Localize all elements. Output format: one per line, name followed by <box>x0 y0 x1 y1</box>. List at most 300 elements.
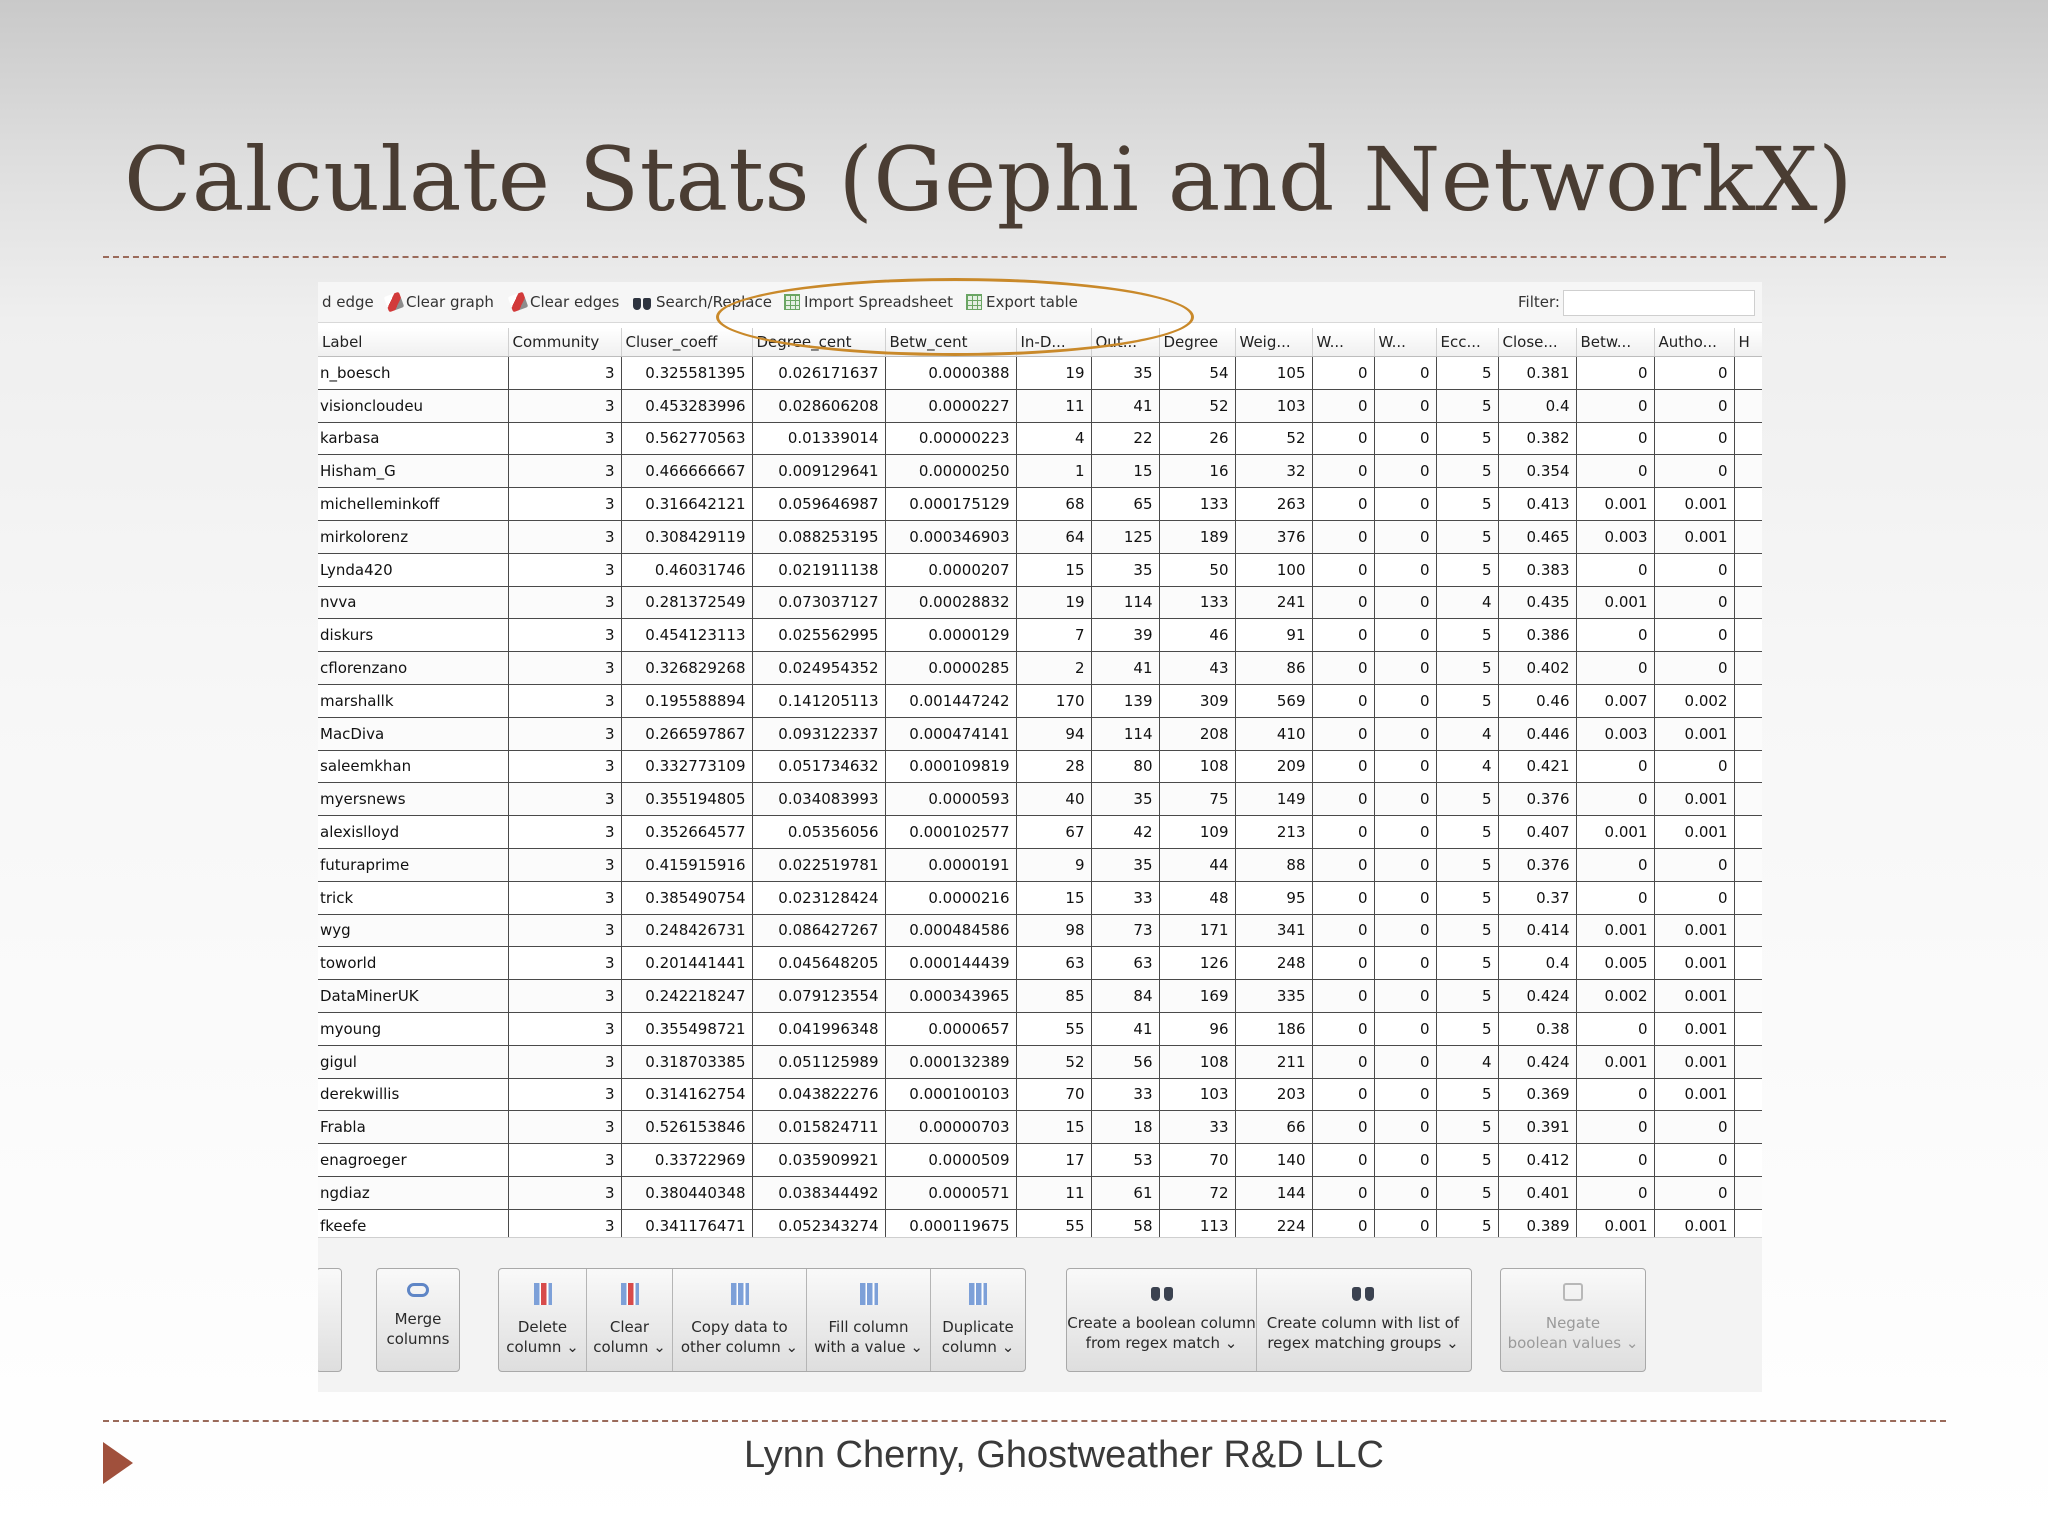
table-cell[interactable]: 0 <box>1374 980 1436 1013</box>
table-cell[interactable]: 0 <box>1312 1111 1374 1144</box>
table-cell[interactable]: 0 <box>1374 1078 1436 1111</box>
table-cell[interactable]: 0 <box>1312 553 1374 586</box>
node-label-cell[interactable]: karbasa <box>318 422 508 455</box>
table-cell[interactable]: 0.001 <box>1654 914 1734 947</box>
table-cell[interactable]: 64 <box>1016 520 1091 553</box>
table-cell[interactable]: 61 <box>1091 1176 1159 1209</box>
table-cell[interactable]: 0.001 <box>1654 520 1734 553</box>
table-cell[interactable] <box>1734 586 1762 619</box>
column-header[interactable]: W... <box>1312 328 1374 357</box>
table-cell[interactable]: 0 <box>1374 848 1436 881</box>
node-label-cell[interactable]: ngdiaz <box>318 1176 508 1209</box>
table-cell[interactable]: 0.0000227 <box>885 389 1016 422</box>
table-cell[interactable]: 39 <box>1091 619 1159 652</box>
table-row[interactable] <box>318 881 1762 914</box>
table-cell[interactable]: 33 <box>1091 1078 1159 1111</box>
table-cell[interactable]: 5 <box>1436 389 1498 422</box>
table-cell[interactable]: 341 <box>1235 914 1312 947</box>
table-cell[interactable]: 55 <box>1016 1209 1091 1242</box>
table-cell[interactable]: 95 <box>1235 881 1312 914</box>
table-cell[interactable]: 0.0000207 <box>885 553 1016 586</box>
column-header[interactable]: In-D... <box>1016 328 1091 357</box>
node-label-cell[interactable]: cflorenzano <box>318 652 508 685</box>
table-cell[interactable]: 0.391 <box>1498 1111 1576 1144</box>
table-cell[interactable]: 144 <box>1235 1176 1312 1209</box>
table-cell[interactable]: 0 <box>1374 455 1436 488</box>
table-cell[interactable]: 410 <box>1235 717 1312 750</box>
table-cell[interactable]: 0 <box>1654 586 1734 619</box>
table-cell[interactable]: 54 <box>1159 357 1235 390</box>
table-cell[interactable]: 0 <box>1312 717 1374 750</box>
table-cell[interactable]: 0 <box>1374 816 1436 849</box>
table-cell[interactable]: 0.001 <box>1654 1012 1734 1045</box>
table-cell[interactable]: 0 <box>1312 1045 1374 1078</box>
table-cell[interactable]: 33 <box>1159 1111 1235 1144</box>
table-cell[interactable]: 5 <box>1436 1012 1498 1045</box>
table-cell[interactable]: 0.05356056 <box>752 816 885 849</box>
table-cell[interactable]: 0.37 <box>1498 881 1576 914</box>
table-cell[interactable]: 0.001 <box>1654 1209 1734 1242</box>
table-cell[interactable]: 0.002 <box>1576 980 1654 1013</box>
table-cell[interactable]: 171 <box>1159 914 1235 947</box>
table-cell[interactable]: 126 <box>1159 947 1235 980</box>
table-cell[interactable]: 0.325581395 <box>621 357 752 390</box>
table-cell[interactable]: 0.001 <box>1654 816 1734 849</box>
node-label-cell[interactable]: fkeefe <box>318 1209 508 1242</box>
table-cell[interactable]: 43 <box>1159 652 1235 685</box>
table-cell[interactable]: 0.001 <box>1654 980 1734 1013</box>
node-label-cell[interactable]: alexislloyd <box>318 816 508 849</box>
table-cell[interactable]: 0 <box>1374 652 1436 685</box>
column-header[interactable]: Close... <box>1498 328 1576 357</box>
table-cell[interactable]: 0 <box>1576 783 1654 816</box>
table-cell[interactable]: 213 <box>1235 816 1312 849</box>
table-cell[interactable]: 75 <box>1159 783 1235 816</box>
clear-graph-button[interactable] <box>386 291 494 313</box>
table-cell[interactable]: 0.46 <box>1498 684 1576 717</box>
table-cell[interactable]: 0.022519781 <box>752 848 885 881</box>
node-label-cell[interactable]: MacDiva <box>318 717 508 750</box>
table-cell[interactable]: 0.33722969 <box>621 1144 752 1177</box>
merge-columns-button[interactable] <box>377 1269 459 1371</box>
search-replace-button[interactable] <box>632 291 772 313</box>
table-cell[interactable]: 0.00000250 <box>885 455 1016 488</box>
table-cell[interactable]: 0 <box>1576 553 1654 586</box>
table-cell[interactable]: 0.000102577 <box>885 816 1016 849</box>
table-cell[interactable]: 85 <box>1016 980 1091 1013</box>
table-cell[interactable]: 0 <box>1654 455 1734 488</box>
node-label-cell[interactable]: myoung <box>318 1012 508 1045</box>
add-edge-button[interactable] <box>322 291 374 313</box>
table-cell[interactable]: 189 <box>1159 520 1235 553</box>
table-cell[interactable]: 32 <box>1235 455 1312 488</box>
table-cell[interactable] <box>1734 750 1762 783</box>
table-cell[interactable]: 52 <box>1016 1045 1091 1078</box>
table-row[interactable] <box>318 750 1762 783</box>
table-cell[interactable]: 211 <box>1235 1045 1312 1078</box>
table-cell[interactable]: 0.052343274 <box>752 1209 885 1242</box>
table-cell[interactable]: 5 <box>1436 357 1498 390</box>
table-cell[interactable]: 0 <box>1374 422 1436 455</box>
table-cell[interactable]: 0.003 <box>1576 520 1654 553</box>
table-cell[interactable] <box>1734 1012 1762 1045</box>
table-cell[interactable]: 0.424 <box>1498 980 1576 1013</box>
table-cell[interactable]: 0.421 <box>1498 750 1576 783</box>
table-cell[interactable]: 15 <box>1016 553 1091 586</box>
table-cell[interactable]: 0.001 <box>1654 783 1734 816</box>
table-cell[interactable]: 170 <box>1016 684 1091 717</box>
table-cell[interactable]: 0.526153846 <box>621 1111 752 1144</box>
table-cell[interactable]: 2 <box>1016 652 1091 685</box>
table-cell[interactable]: 3 <box>508 1078 621 1111</box>
table-cell[interactable]: 35 <box>1091 357 1159 390</box>
table-cell[interactable]: 0 <box>1576 619 1654 652</box>
table-cell[interactable]: 80 <box>1091 750 1159 783</box>
table-cell[interactable]: 94 <box>1016 717 1091 750</box>
table-cell[interactable]: 18 <box>1091 1111 1159 1144</box>
table-cell[interactable]: 56 <box>1091 1045 1159 1078</box>
table-cell[interactable]: 100 <box>1235 553 1312 586</box>
table-cell[interactable]: 72 <box>1159 1176 1235 1209</box>
table-cell[interactable]: 19 <box>1016 586 1091 619</box>
table-cell[interactable]: 0 <box>1312 816 1374 849</box>
table-cell[interactable]: 5 <box>1436 619 1498 652</box>
table-cell[interactable]: 0.051125989 <box>752 1045 885 1078</box>
node-label-cell[interactable]: wyg <box>318 914 508 947</box>
table-cell[interactable]: 0 <box>1374 750 1436 783</box>
table-cell[interactable]: 3 <box>508 389 621 422</box>
table-cell[interactable]: 0.402 <box>1498 652 1576 685</box>
table-cell[interactable] <box>1734 881 1762 914</box>
table-cell[interactable] <box>1734 816 1762 849</box>
node-label-cell[interactable]: trick <box>318 881 508 914</box>
node-label-cell[interactable]: DataMinerUK <box>318 980 508 1013</box>
table-cell[interactable]: 0.001447242 <box>885 684 1016 717</box>
table-cell[interactable]: 0.000484586 <box>885 914 1016 947</box>
table-cell[interactable]: 0 <box>1312 586 1374 619</box>
table-cell[interactable]: 0.028606208 <box>752 389 885 422</box>
table-cell[interactable]: 203 <box>1235 1078 1312 1111</box>
table-cell[interactable]: 0.000132389 <box>885 1045 1016 1078</box>
copy-data-button[interactable] <box>673 1269 807 1371</box>
table-cell[interactable]: 0 <box>1374 357 1436 390</box>
table-row[interactable] <box>318 1078 1762 1111</box>
table-cell[interactable]: 0 <box>1576 1078 1654 1111</box>
table-row[interactable] <box>318 816 1762 849</box>
table-cell[interactable]: 0.001 <box>1654 1078 1734 1111</box>
table-cell[interactable]: 125 <box>1091 520 1159 553</box>
table-cell[interactable]: 105 <box>1235 357 1312 390</box>
table-cell[interactable]: 0 <box>1654 750 1734 783</box>
table-cell[interactable] <box>1734 947 1762 980</box>
table-cell[interactable]: 0.001 <box>1576 1045 1654 1078</box>
table-cell[interactable]: 35 <box>1091 848 1159 881</box>
table-cell[interactable]: 0.407 <box>1498 816 1576 849</box>
table-cell[interactable]: 0.001 <box>1576 816 1654 849</box>
import-spreadsheet-button[interactable] <box>784 291 953 313</box>
column-header[interactable]: Weig... <box>1235 328 1312 357</box>
table-row[interactable] <box>318 1111 1762 1144</box>
table-cell[interactable]: 55 <box>1016 1012 1091 1045</box>
table-cell[interactable]: 3 <box>508 816 621 849</box>
table-cell[interactable]: 0.001 <box>1576 1209 1654 1242</box>
table-cell[interactable]: 3 <box>508 1209 621 1242</box>
table-cell[interactable]: 0.562770563 <box>621 422 752 455</box>
table-cell[interactable] <box>1734 455 1762 488</box>
table-cell[interactable]: 5 <box>1436 783 1498 816</box>
table-cell[interactable]: 0.000175129 <box>885 488 1016 521</box>
table-cell[interactable]: 3 <box>508 750 621 783</box>
table-cell[interactable]: 0 <box>1312 520 1374 553</box>
table-cell[interactable]: 0.242218247 <box>621 980 752 1013</box>
table-cell[interactable]: 0 <box>1374 389 1436 422</box>
table-cell[interactable]: 0.0000509 <box>885 1144 1016 1177</box>
table-row[interactable] <box>318 717 1762 750</box>
table-cell[interactable]: 0.001 <box>1576 488 1654 521</box>
table-cell[interactable]: 0.386 <box>1498 619 1576 652</box>
table-row[interactable] <box>318 619 1762 652</box>
table-cell[interactable]: 140 <box>1235 1144 1312 1177</box>
table-row[interactable] <box>318 553 1762 586</box>
table-cell[interactable]: 4 <box>1436 750 1498 783</box>
table-cell[interactable]: 0.266597867 <box>621 717 752 750</box>
table-cell[interactable]: 0.369 <box>1498 1078 1576 1111</box>
table-cell[interactable]: 3 <box>508 848 621 881</box>
table-cell[interactable]: 0 <box>1654 848 1734 881</box>
table-cell[interactable]: 65 <box>1091 488 1159 521</box>
table-cell[interactable]: 0.000144439 <box>885 947 1016 980</box>
table-cell[interactable] <box>1734 1176 1762 1209</box>
table-cell[interactable]: 248 <box>1235 947 1312 980</box>
table-cell[interactable]: 5 <box>1436 684 1498 717</box>
column-header[interactable]: Autho... <box>1654 328 1734 357</box>
node-label-cell[interactable]: Frabla <box>318 1111 508 1144</box>
table-cell[interactable]: 209 <box>1235 750 1312 783</box>
table-cell[interactable]: 0.000109819 <box>885 750 1016 783</box>
column-header[interactable]: Ecc... <box>1436 328 1498 357</box>
table-cell[interactable]: 0.015824711 <box>752 1111 885 1144</box>
table-cell[interactable]: 5 <box>1436 1078 1498 1111</box>
table-cell[interactable] <box>1734 1111 1762 1144</box>
table-cell[interactable]: 0 <box>1312 783 1374 816</box>
table-cell[interactable]: 0 <box>1312 980 1374 1013</box>
table-cell[interactable]: 0.051734632 <box>752 750 885 783</box>
table-cell[interactable]: 0 <box>1576 881 1654 914</box>
table-cell[interactable]: 3 <box>508 980 621 1013</box>
table-cell[interactable]: 0 <box>1576 848 1654 881</box>
table-cell[interactable]: 0.389 <box>1498 1209 1576 1242</box>
table-cell[interactable]: 91 <box>1235 619 1312 652</box>
export-table-button[interactable] <box>966 291 1078 313</box>
table-cell[interactable]: 0 <box>1374 1045 1436 1078</box>
table-row[interactable] <box>318 422 1762 455</box>
table-cell[interactable]: 0.059646987 <box>752 488 885 521</box>
table-cell[interactable]: 19 <box>1016 357 1091 390</box>
table-cell[interactable] <box>1734 848 1762 881</box>
table-cell[interactable]: 133 <box>1159 488 1235 521</box>
table-cell[interactable]: 5 <box>1436 1144 1498 1177</box>
table-cell[interactable]: 0.0000571 <box>885 1176 1016 1209</box>
column-header[interactable]: Out... <box>1091 328 1159 357</box>
column-header[interactable]: Cluser_coeff <box>621 328 752 357</box>
table-cell[interactable]: 0.000346903 <box>885 520 1016 553</box>
table-cell[interactable]: 96 <box>1159 1012 1235 1045</box>
table-cell[interactable]: 103 <box>1159 1078 1235 1111</box>
table-cell[interactable]: 5 <box>1436 422 1498 455</box>
table-cell[interactable]: 0.355498721 <box>621 1012 752 1045</box>
clear-edges-button[interactable] <box>510 291 619 313</box>
table-cell[interactable]: 139 <box>1091 684 1159 717</box>
table-cell[interactable]: 0.045648205 <box>752 947 885 980</box>
table-cell[interactable] <box>1734 684 1762 717</box>
table-cell[interactable]: 0.00000223 <box>885 422 1016 455</box>
table-cell[interactable]: 0.073037127 <box>752 586 885 619</box>
table-cell[interactable]: 0.326829268 <box>621 652 752 685</box>
table-cell[interactable]: 0.0000216 <box>885 881 1016 914</box>
table-cell[interactable]: 0.079123554 <box>752 980 885 1013</box>
table-cell[interactable]: 0 <box>1374 947 1436 980</box>
table-cell[interactable]: 0.000474141 <box>885 717 1016 750</box>
table-cell[interactable]: 0.376 <box>1498 848 1576 881</box>
table-cell[interactable]: 3 <box>508 717 621 750</box>
table-cell[interactable]: 0.086427267 <box>752 914 885 947</box>
regex-groups-button[interactable] <box>1257 1269 1469 1371</box>
table-cell[interactable]: 3 <box>508 1176 621 1209</box>
table-cell[interactable]: 0 <box>1374 553 1436 586</box>
table-cell[interactable]: 0.026171637 <box>752 357 885 390</box>
table-cell[interactable]: 0 <box>1312 684 1374 717</box>
table-row[interactable] <box>318 1176 1762 1209</box>
table-cell[interactable]: 0 <box>1654 553 1734 586</box>
table-cell[interactable]: 0 <box>1312 881 1374 914</box>
table-cell[interactable]: 0.355194805 <box>621 783 752 816</box>
table-cell[interactable]: 48 <box>1159 881 1235 914</box>
table-cell[interactable]: 15 <box>1016 881 1091 914</box>
table-cell[interactable]: 0.376 <box>1498 783 1576 816</box>
table-cell[interactable]: 0.4 <box>1498 389 1576 422</box>
table-cell[interactable]: 0 <box>1576 750 1654 783</box>
table-cell[interactable] <box>1734 914 1762 947</box>
table-cell[interactable]: 0.002 <box>1654 684 1734 717</box>
table-cell[interactable]: 3 <box>508 553 621 586</box>
table-cell[interactable]: 149 <box>1235 783 1312 816</box>
table-cell[interactable] <box>1734 652 1762 685</box>
table-cell[interactable]: 5 <box>1436 980 1498 1013</box>
table-row[interactable] <box>318 586 1762 619</box>
table-cell[interactable]: 0 <box>1576 455 1654 488</box>
node-label-cell[interactable]: gigul <box>318 1045 508 1078</box>
table-cell[interactable]: 4 <box>1436 1045 1498 1078</box>
table-cell[interactable]: 0.424 <box>1498 1045 1576 1078</box>
table-cell[interactable]: 0 <box>1312 1176 1374 1209</box>
table-cell[interactable]: 41 <box>1091 1012 1159 1045</box>
table-cell[interactable]: 0.435 <box>1498 586 1576 619</box>
table-cell[interactable]: 22 <box>1091 422 1159 455</box>
table-cell[interactable]: 0.005 <box>1576 947 1654 980</box>
table-row[interactable] <box>318 357 1762 390</box>
table-cell[interactable]: 44 <box>1159 848 1235 881</box>
table-cell[interactable]: 5 <box>1436 520 1498 553</box>
table-cell[interactable]: 0.001 <box>1576 586 1654 619</box>
table-cell[interactable]: 5 <box>1436 553 1498 586</box>
table-cell[interactable]: 309 <box>1159 684 1235 717</box>
table-cell[interactable]: 0 <box>1654 619 1734 652</box>
table-cell[interactable]: 70 <box>1016 1078 1091 1111</box>
column-header[interactable]: W... <box>1374 328 1436 357</box>
table-cell[interactable]: 0 <box>1312 1078 1374 1111</box>
table-cell[interactable]: 5 <box>1436 881 1498 914</box>
table-row[interactable] <box>318 980 1762 1013</box>
table-cell[interactable]: 0 <box>1374 783 1436 816</box>
table-cell[interactable]: 0.352664577 <box>621 816 752 849</box>
table-cell[interactable]: 0 <box>1576 1012 1654 1045</box>
table-cell[interactable]: 9 <box>1016 848 1091 881</box>
table-cell[interactable]: 1 <box>1016 455 1091 488</box>
table-cell[interactable]: 11 <box>1016 389 1091 422</box>
table-cell[interactable] <box>1734 717 1762 750</box>
node-label-cell[interactable]: n_boesch <box>318 357 508 390</box>
table-cell[interactable]: 5 <box>1436 816 1498 849</box>
table-cell[interactable]: 0 <box>1312 619 1374 652</box>
table-cell[interactable]: 3 <box>508 422 621 455</box>
table-cell[interactable]: 0.009129641 <box>752 455 885 488</box>
column-header[interactable]: Label <box>318 328 508 357</box>
column-header[interactable]: Betw... <box>1576 328 1654 357</box>
table-cell[interactable]: 0 <box>1576 422 1654 455</box>
table-row[interactable] <box>318 1045 1762 1078</box>
table-cell[interactable]: 0.001 <box>1654 717 1734 750</box>
table-cell[interactable]: 0.093122337 <box>752 717 885 750</box>
table-cell[interactable]: 35 <box>1091 553 1159 586</box>
table-cell[interactable]: 66 <box>1235 1111 1312 1144</box>
table-cell[interactable]: 0 <box>1374 684 1436 717</box>
table-cell[interactable]: 0.001 <box>1654 1045 1734 1078</box>
table-cell[interactable]: 52 <box>1159 389 1235 422</box>
table-cell[interactable] <box>1734 619 1762 652</box>
column-header[interactable]: H <box>1734 328 1762 357</box>
node-label-cell[interactable]: toworld <box>318 947 508 980</box>
table-cell[interactable] <box>1734 783 1762 816</box>
table-cell[interactable]: 0.00000703 <box>885 1111 1016 1144</box>
clear-column-button[interactable] <box>587 1269 673 1371</box>
table-cell[interactable]: 40 <box>1016 783 1091 816</box>
table-cell[interactable]: 0 <box>1576 652 1654 685</box>
table-cell[interactable]: 84 <box>1091 980 1159 1013</box>
table-cell[interactable]: 0.466666667 <box>621 455 752 488</box>
table-cell[interactable]: 0 <box>1654 652 1734 685</box>
table-cell[interactable]: 4 <box>1016 422 1091 455</box>
table-cell[interactable]: 3 <box>508 619 621 652</box>
table-cell[interactable]: 41 <box>1091 652 1159 685</box>
table-cell[interactable]: 4 <box>1436 586 1498 619</box>
table-cell[interactable]: 108 <box>1159 750 1235 783</box>
node-label-cell[interactable]: diskurs <box>318 619 508 652</box>
table-cell[interactable]: 35 <box>1091 783 1159 816</box>
table-cell[interactable]: 0.453283996 <box>621 389 752 422</box>
node-label-cell[interactable]: marshallk <box>318 684 508 717</box>
table-cell[interactable]: 569 <box>1235 684 1312 717</box>
table-row[interactable] <box>318 684 1762 717</box>
fill-column-button[interactable] <box>807 1269 931 1371</box>
table-cell[interactable]: 5 <box>1436 1176 1498 1209</box>
table-cell[interactable]: 0 <box>1374 488 1436 521</box>
table-cell[interactable]: 0 <box>1312 750 1374 783</box>
table-cell[interactable]: 67 <box>1016 816 1091 849</box>
table-cell[interactable]: 68 <box>1016 488 1091 521</box>
table-cell[interactable]: 0.0000593 <box>885 783 1016 816</box>
table-cell[interactable]: 42 <box>1091 816 1159 849</box>
table-row[interactable] <box>318 947 1762 980</box>
